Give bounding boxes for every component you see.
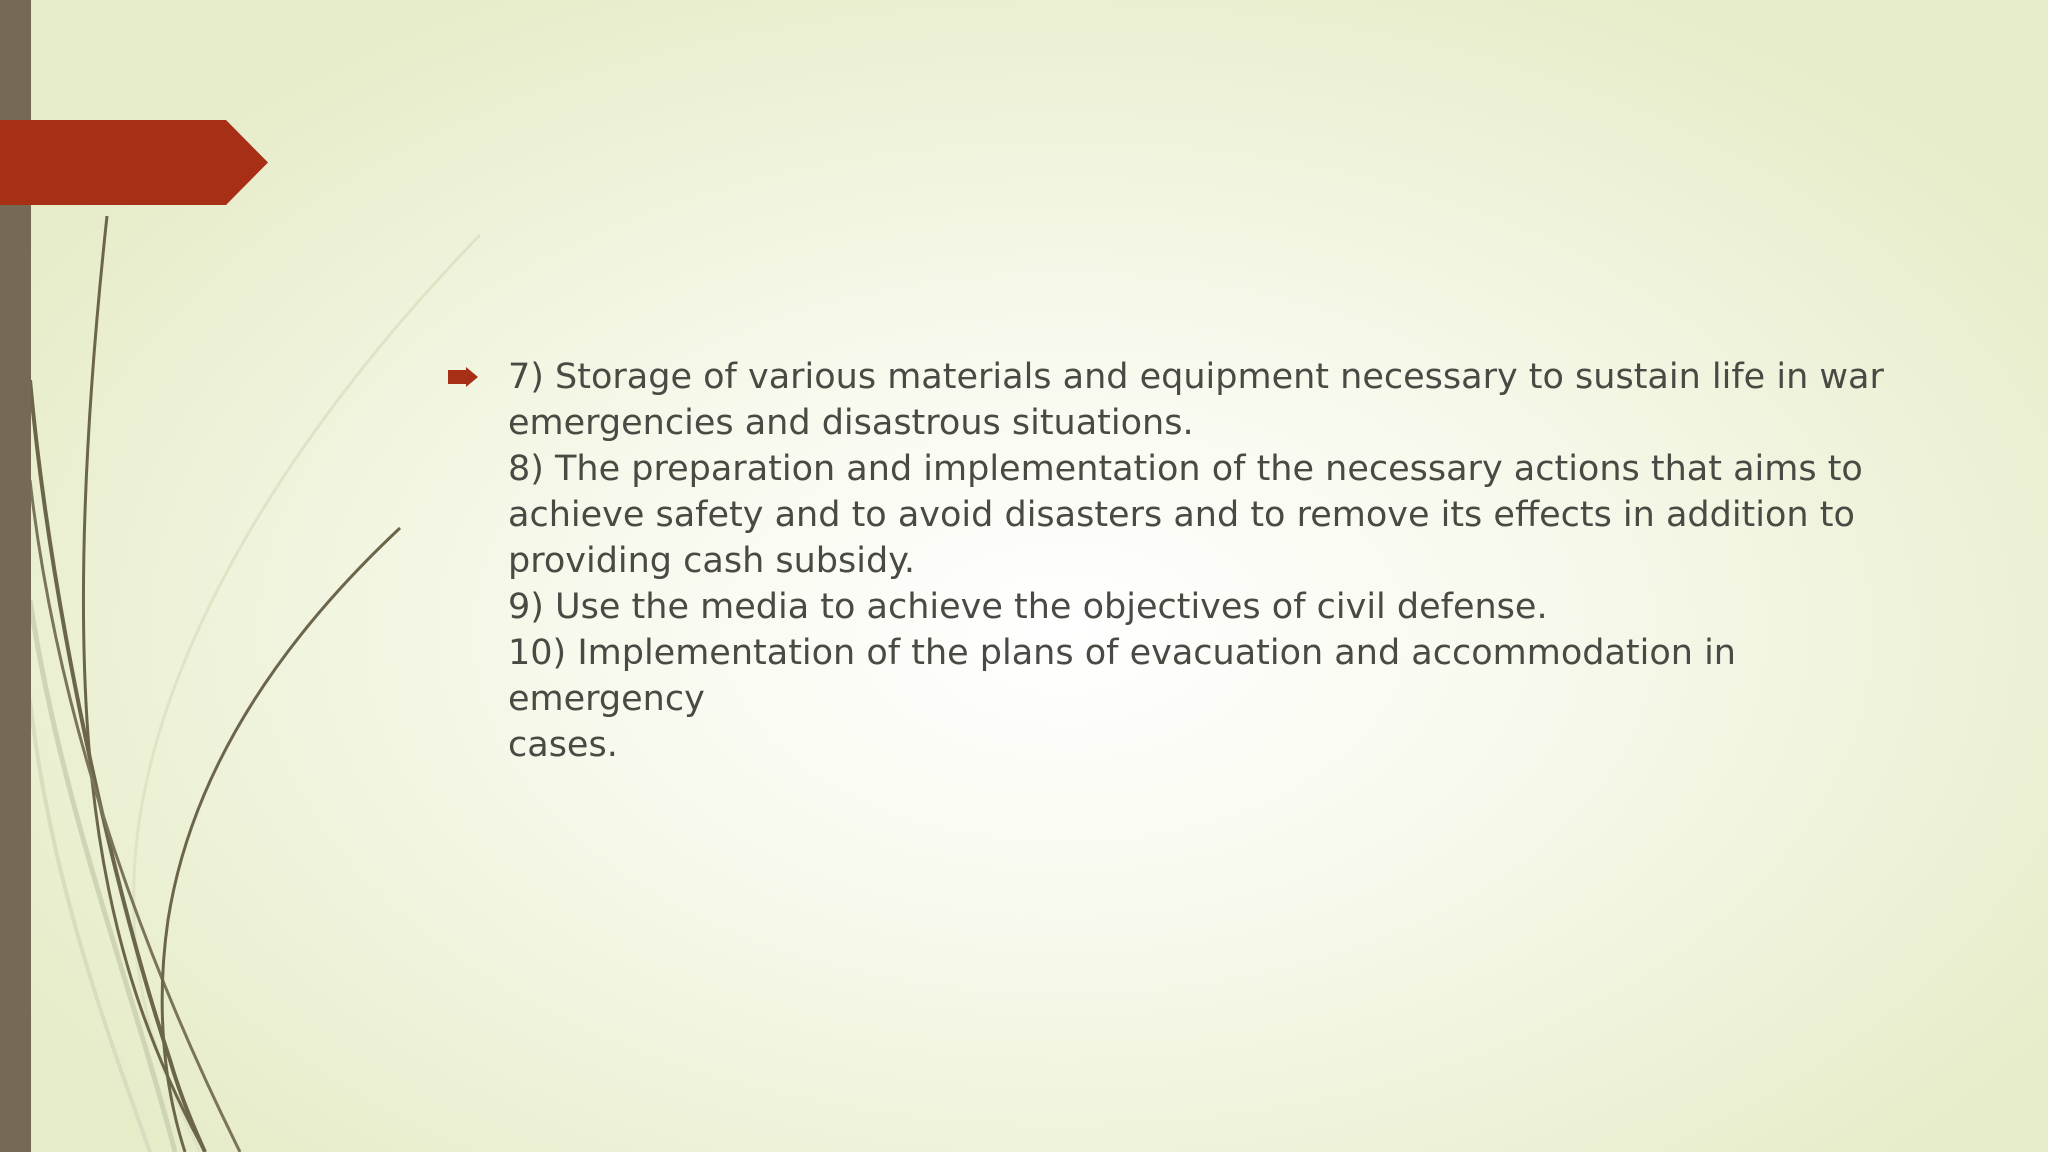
- bullet-text: 7) Storage of various materials and equipment necessary to sustain life in war emergencies and disastrous situations. 8) The preparation and implementation of the necessary actions that aims to achieve safety and to avoid disasters and to remove its effects in addition to providing cash subsidy. 9) Use the media to achieve the objectives of civil defense. 10) Implementation of the plans of evacuation and accommodation in emergency cases.: [508, 357, 1884, 765]
- arrow-bullet-icon: [448, 354, 482, 400]
- red-arrow-tab: [0, 120, 268, 205]
- slide-body: [448, 354, 1908, 768]
- bullet-item: [448, 354, 1908, 768]
